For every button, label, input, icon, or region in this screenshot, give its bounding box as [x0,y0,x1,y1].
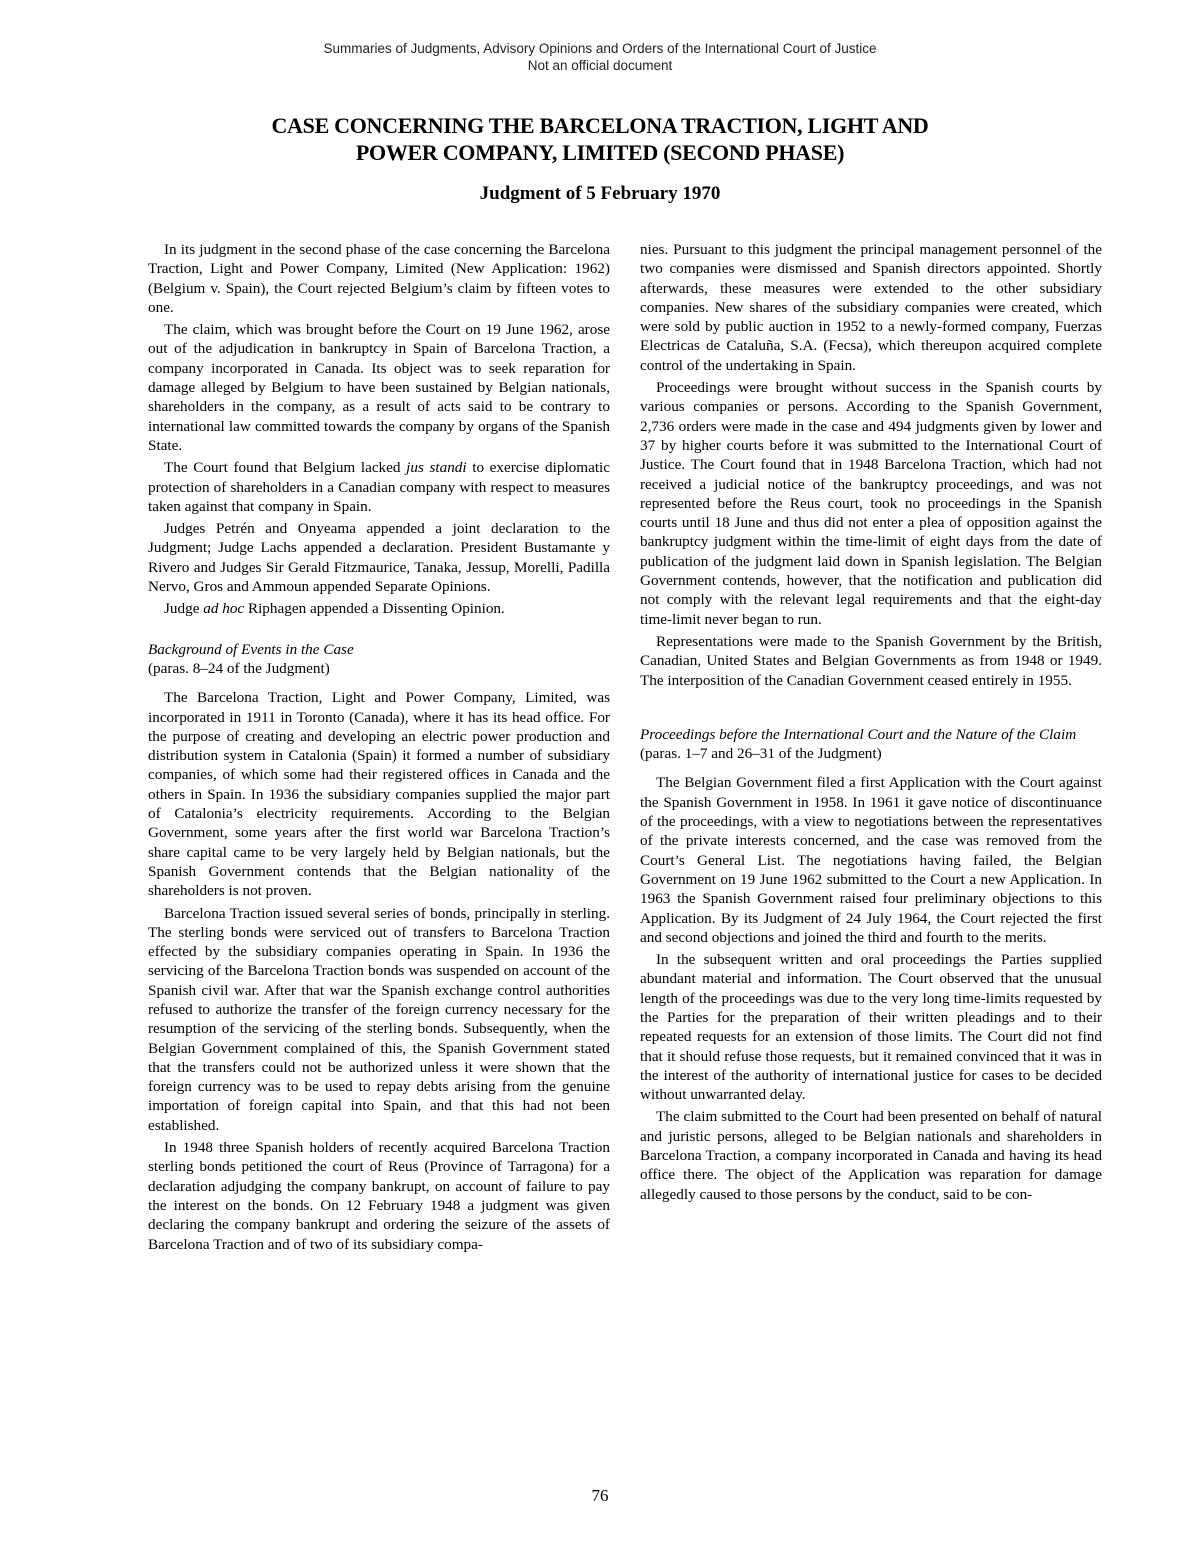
page-header [0,40,1200,74]
title-line-1: CASE CONCERNING THE BARCELONA TRACTION, LIGHT AND [271,113,929,138]
section-reference: (paras. 1–7 and 26–31 of the Judgment) [640,745,882,763]
paragraph: In its judgment in the second phase of the case concerning the Barcelona Traction, Light and Power Company, Limited (New Application: 1962) (Belgium v. Spain), the Court rejected Belgium’s claim by fifteen votes to one. [148,241,610,316]
paragraph: Representations were made to the Spanish Government by the British, Canadian, United States and Belgian Governments as from 1948 or 1949. The interposition of the Canadian Government ceased entirely in 1955. [640,632,1102,689]
section-heading: Background of Events in the Case [148,640,354,658]
paragraph: The claim, which was brought before the Court on 19 June 1962, arose out of the adjudication in bankruptcy in Spain of Barcelona Traction, a company incorporated in Canada. Its object was to seek reparation for damage alleged by Belgium to have been sustained by Belgian nationals, shareholders in the company, as a result of acts said to be contrary to international law committed towards the company by organs of the Spanish State. [148,321,610,454]
title-line-2: POWER COMPANY, LIMITED (SECOND PHASE) [355,140,845,165]
right-column [640,240,1102,1207]
section-heading: Proceedings before the International Court and the Nature of the Claim [640,725,1077,743]
paragraph: In the subsequent written and oral proceedings the Parties supplied abundant material and information. The Court observed that the unusual length of the proceedings was due to the very long time-limits requested by the Parties for the preparation of their written pleadings and to their repeated requests for an extension of those limits. The Court did not find that it should refuse those requests, but it remained convinced that it was in the interest of the authority of international justice for cases to be decided without unwarranted delay. [640,951,1102,1104]
header-line-2: Not an official document [527,58,673,73]
paragraph: Judges Petrén and Onyeama appended a joint declaration to the Judgment; Judge Lachs appended a declaration. President Bustamante y Rivero and Judges Sir Gerald Fitzmaurice, Tanaka, Jessup, Morelli, Padilla Nervo, Gros and Ammoun appended Separate Opinions. [148,520,610,596]
paragraph: In 1948 three Spanish holders of recently acquired Barcelona Traction sterling bonds petitioned the court of Reus (Province of Tarragona) for a declaration adjudging the company bankrupt, on account of failure to pay the interest on the bonds. On 12 February 1948 a judgment was given declaring the company bankrupt and ordering the seizure of the assets of Barcelona Traction and of two of its subsidiary compa- [148,1139,610,1253]
paragraph: Barcelona Traction issued several series of bonds, principally in sterling. The sterling bonds were serviced out of transfers to Barcelona Traction effected by the subsidiary companies operating in Spain. In 1936 the servicing of the Barcelona Traction bonds was suspended on account of the Spanish civil war. After that war the Spanish exchange control authorities refused to authorize the transfer of the foreign currency necessary for the resumption of the servicing of the sterling bonds. Subsequently, when the Belgian Government complained of this, the Spanish Government stated that the transfers could not be authorized unless it were shown that the foreign currency was to be used to repay debts arising from the genuine importation of foreign capital into Spain, and that this had not been established. [148,904,610,1134]
paragraph: Judge ad hoc Riphagen appended a Dissenting Opinion. [164,600,505,618]
paragraph: The claim submitted to the Court had been presented on behalf of natural and juristic persons, alleged to be Belgian nationals and shareholders in Barcelona Traction, a company incorporated in Canada and having its head office there. The object of the Application was reparation for damage allegedly caused to those persons by the conduct, said to be con- [640,1108,1102,1203]
paragraph: The Belgian Government filed a first Application with the Court against the Spanish Government in 1958. In 1961 it gave notice of discontinuance of the proceedings, with a view to negotiations between the representatives of the private interests concerned, and the case was removed from the Court’s General List. The negotiations having failed, the Belgian Government on 19 June 1962 submitted to the Court a new Application. In 1963 the Spanish Government raised four preliminary objections to this Application. By its Judgment of 24 July 1964, the Court rejected the first and second objections and joined the third and fourth to the merits. [640,774,1102,946]
document-title [150,112,1050,166]
header-line-1: Summaries of Judgments, Advisory Opinions and Orders of the International Court of Justice [323,41,877,56]
page-number: 76 [591,1486,609,1505]
paragraph: The Barcelona Traction, Light and Power Company, Limited, was incorporated in 1911 in Toronto (Canada), where it has its head office. For the purpose of creating and developing an electric power production and distribution system in Catalonia (Spain) it formed a number of subsidiary companies, of which some had their registered offices in Canada and the others in Spain. In 1936 the subsidiary companies supplied the major part of Catalonia’s electricity requirements. According to the Belgian Government, some years after the first world war Barcelona Traction’s share capital came to be very largely held by Belgian nationals, but the Spanish Government contends that the Belgian nationality of the shareholders is not proven. [148,689,610,900]
section-reference: (paras. 8–24 of the Judgment) [148,659,330,677]
left-column [148,240,610,1257]
paragraph: Proceedings were brought without success in the Spanish courts by various companies or persons. According to the Spanish Government, 2,736 orders were made in the case and 494 judgments given by lower and 37 by higher courts before it was submitted to the International Court of Justice. The Court found that in 1948 Barcelona Traction, which had not received a judicial notice of the bankruptcy proceedings, and was not represented before the Reus court, took no proceedings in the Spanish courts until 18 June and thus did not enter a plea of opposition against the bankruptcy judgment within the time-limit of eight days from the date of publication of the judgment laid down in Spanish legislation. The Belgian Government contends, however, that the notification and publication did not comply with the relevant legal requirements and that the eight-day time-limit never began to run. [640,379,1102,628]
paragraph: nies. Pursuant to this judgment the principal management personnel of the two companies were dismissed and Spanish directors appointed. Shortly afterwards, these measures were extended to the other subsidiary companies. New shares of the subsidiary companies were created, which were sold by public auction in 1952 to a newly-formed company, Fuerzas Electricas de Cataluña, S.A. (Fecsa), which thereupon acquired complete control of the undertaking in Spain. [640,241,1102,374]
judgment-date-heading: Judgment of 5 February 1970 [479,183,721,204]
paragraph: The Court found that Belgium lacked jus standi to exercise diplomatic protection of shareholders in a Canadian company with respect to measures taken against that company in Spain. [148,459,611,515]
